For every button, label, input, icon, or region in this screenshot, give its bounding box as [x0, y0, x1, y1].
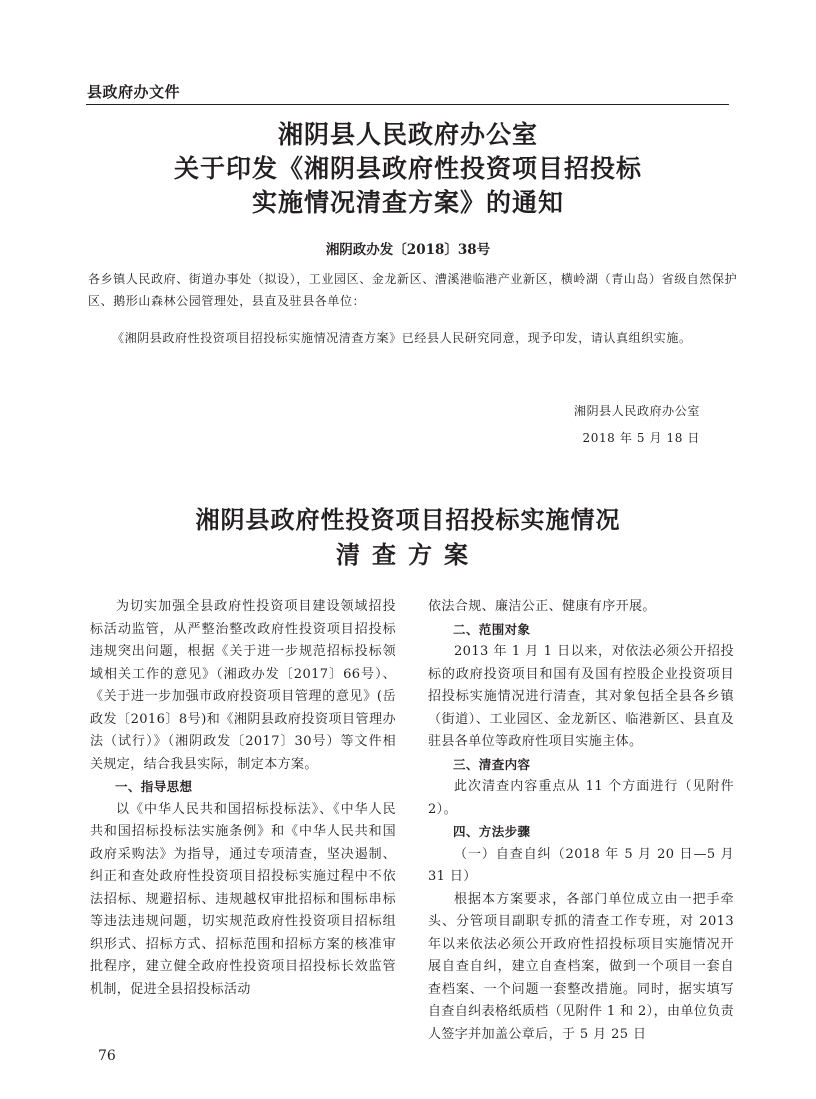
section-paragraph: 此次清查内容重点从 11 个方面进行（见附件 2）。	[428, 779, 734, 817]
section-paragraph: 以《中华人民共和国招标投标法》、《中华人民共和国招标投标法实施条例》和《中华人民共和国政府采购法》为指导，通过专项清查，坚决遏制、纠正和查处政府性投资项目招投标实施过程中不依法招标、规避招标、违规越权审批招标和围标串标等违法违规问题，切实规范政府性投资项目招标组织形式、招标方式、招标范围和招标方案的核准审批程序，建立健全政府性投资项目招投标长效监管机制，促进全县招投标活动	[90, 801, 396, 997]
section-heading: 二、范围对象	[453, 621, 531, 637]
page-number: 76	[98, 1048, 116, 1064]
subsection-heading: （一）自查自纠（2018 年 5 月 20 日—5 月 31 日）	[428, 846, 734, 884]
signature-date: 2018 年 5 月 18 日	[582, 431, 700, 445]
section-heading: 三、清查内容	[453, 756, 531, 772]
notice-title-line: 关于印发《湘阴县政府性投资项目招投标	[173, 154, 642, 183]
notice-body: 《湘阴县政府性投资项目招投标实施情况清查方案》已经县人民研究同意，现予印发，请认真组织实施。	[112, 331, 692, 345]
notice-title-line: 实施情况清查方案》的通知	[251, 188, 564, 217]
right-column	[428, 596, 734, 1046]
section-heading: 一、指导思想	[115, 779, 193, 794]
notice-title-line: 湘阴县人民政府办公室	[277, 120, 538, 149]
notice-title	[0, 118, 816, 220]
section-paragraph: 2013 年 1 月 1 日以来，对依法必须公开招投标的政府投资项目和国有及国有控股企业投资项目招投标实施情况进行清查，其对象包括全县各乡镇（街道）、工业园区、金龙新区、临港新区、县直及驻县各单位等政府性项目实施主体。	[428, 644, 734, 749]
plan-title-line: 清查方案	[336, 540, 480, 569]
signature-org: 湘阴县人民政府办公室	[573, 404, 700, 418]
running-header: 县政府办文件	[87, 83, 181, 101]
plan-title-line: 湘阴县政府性投资项目招投标实施情况	[195, 505, 621, 534]
header-divider	[86, 104, 729, 105]
left-column	[90, 596, 396, 1001]
recipients: 各乡镇人民政府、街道办事处（拟设），工业园区、金龙新区、漕溪港临港产业新区，横岭湖（青山岛）省级自然保护区、鹅形山森林公园管理处，县直及驻县各单位：	[88, 272, 738, 308]
section-heading: 四、方法步骤	[453, 824, 531, 839]
intro-paragraph: 为切实加强全县政府性投资项目建设领域招投标活动监管，从严整治整改政府性投资项目招投标违规突出问题，根据《关于进一步规范招标投标领域相关工作的意见》（湘政办发〔2017〕66号）、《关于进一步加强市政府投资项目管理的意见》(岳政发〔2016〕8号)和《湘阴县政府投资项目管理办法（试行）》（湘阴政发〔2017〕30号）等文件相关规定，结合我县实际，制定本方案。	[90, 599, 396, 772]
document-number: 湘阴政办发〔2018〕38号	[325, 242, 491, 258]
section-paragraph-continued: 依法合规、廉洁公正、健康有序开展。	[428, 599, 656, 614]
plan-title	[0, 502, 816, 572]
section-paragraph: 根据本方案要求，各部门单位成立由一把手牵头、分管项目副职专抓的清查工作专班，对 2013 年以来依法必须公开政府性招投标项目实施情况开展自查自纠，建立自查档案，做到一个项目一套自查档案、一个问题一套整改措施。同时，据实填写自查自纠表格纸质档（见附件 1 和 2），由单位负责人签字并加盖公章后，于 5 月 25 日	[428, 891, 734, 1042]
